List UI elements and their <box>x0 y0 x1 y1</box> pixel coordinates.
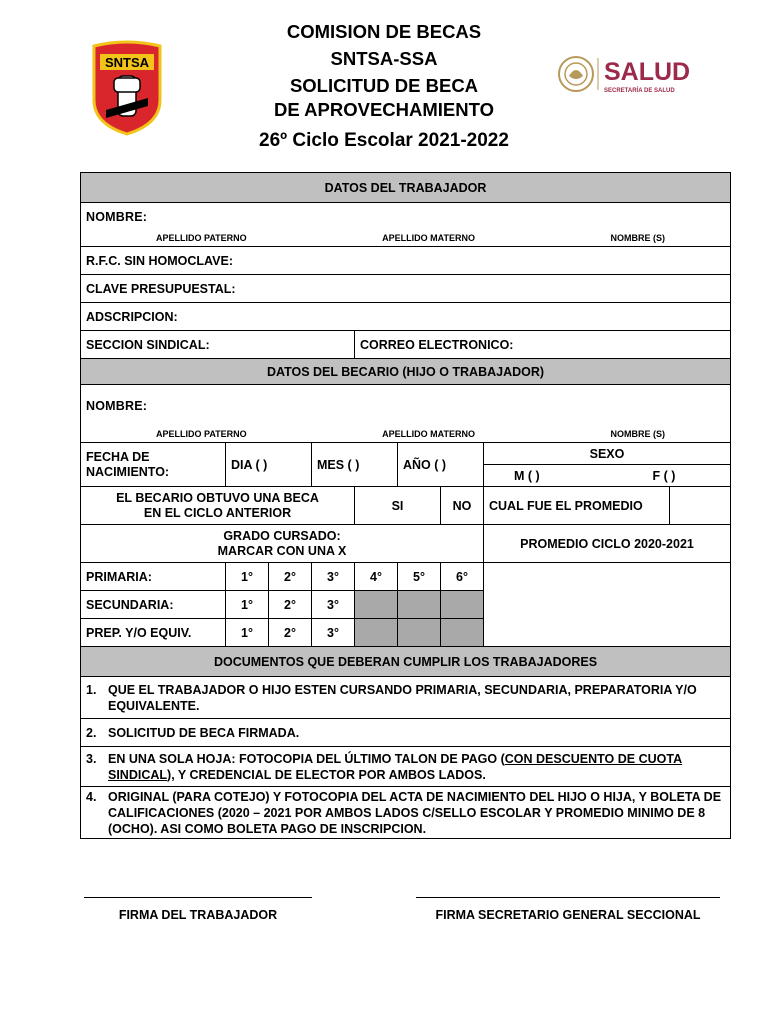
becario-nombre-field[interactable]: NOMBRE: <box>81 385 731 427</box>
doc-text-pre: EN UNA SOLA HOJA: FOTOCOPIA DEL ÚLTIMO TALON DE PAGO ( <box>108 751 505 766</box>
firma-trabajador-label: FIRMA DEL TRABAJADOR <box>118 908 278 922</box>
grado-line1: GRADO CURSADO: <box>223 528 341 543</box>
label-apellido-paterno: APELLIDO PATERNO <box>156 233 247 244</box>
disabled-cell <box>441 591 484 619</box>
label-nombres: NOMBRE (S) <box>610 429 666 440</box>
documento-item-3 <box>81 747 731 787</box>
secundaria-grade-3[interactable]: 3° <box>312 591 355 619</box>
firma-trabajador[interactable] <box>84 897 312 922</box>
beca-no-option[interactable]: NO <box>441 487 484 525</box>
nivel-primaria-label: PRIMARIA: <box>81 563 226 591</box>
header-title: COMISION DE BECAS <box>286 21 482 42</box>
clave-presupuestal-field[interactable]: CLAVE PRESUPUESTAL: <box>81 275 731 303</box>
header-cycle: 26º Ciclo Escolar 2021-2022 <box>259 130 509 151</box>
sntsa-logo <box>90 40 164 136</box>
seccion-sindical-field[interactable]: SECCION SINDICAL: <box>81 331 355 359</box>
doc-text-post: ), Y CREDENCIAL DE ELECTOR POR AMBOS LADOS. <box>167 767 486 782</box>
doc-text: ORIGINAL (PARA COTEJO) Y FOTOCOPIA DEL ACTA DE NACIMIENTO DEL HIJO O HIJA, Y BOLETA DE CALIFICACIONES (2020 – 2021 POR AMBOS LADOS C/SELLO ESCOLAR Y PROMEDIO MINIMO DE 8 (OCHO). ASI COMO BOLETA PAGO DE INSCRIPCION. <box>108 789 722 836</box>
signature-line <box>416 897 720 906</box>
doc-num: 2. <box>86 725 97 740</box>
salud-logo <box>556 52 706 96</box>
becario-nombre-sublabels <box>81 427 731 443</box>
prepa-grade-2[interactable]: 2° <box>269 619 312 647</box>
firma-secretario[interactable] <box>416 897 720 922</box>
trabajador-nombre-sublabels <box>81 231 731 247</box>
correo-electronico-field[interactable]: CORREO ELECTRONICO: <box>355 331 731 359</box>
primaria-grade-4[interactable]: 4° <box>355 563 398 591</box>
nivel-prepa-label: PREP. Y/O EQUIV. <box>81 619 226 647</box>
label-apellido-materno: APELLIDO MATERNO <box>382 233 476 244</box>
primaria-grade-1[interactable]: 1° <box>226 563 269 591</box>
documento-item-4 <box>81 787 731 839</box>
firma-secretario-label: FIRMA SECRETARIO GENERAL SECCIONAL <box>435 908 701 922</box>
sntsa-logo-text: SNTSA <box>104 55 150 70</box>
section-documentos: DOCUMENTOS QUE DEBERAN CUMPLIR LOS TRABAJADORES <box>81 647 731 677</box>
primaria-grade-3[interactable]: 3° <box>312 563 355 591</box>
fecha-label-line1: FECHA DE <box>86 449 150 464</box>
label-apellido-materno: APELLIDO MATERNO <box>382 429 476 440</box>
grado-line2: MARCAR CON UNA X <box>217 543 347 558</box>
promedio-ciclo-field[interactable] <box>484 563 731 647</box>
anio-field[interactable]: AÑO ( ) <box>398 443 484 487</box>
doc-num: 4. <box>86 789 97 804</box>
doc-num: 3. <box>86 751 97 766</box>
cual-promedio-field[interactable] <box>670 487 731 525</box>
beca-anterior-line2: EN EL CICLO ANTERIOR <box>143 505 292 520</box>
grado-cursado-label <box>81 525 484 563</box>
disabled-cell <box>398 619 441 647</box>
doc-text <box>108 751 725 783</box>
section-trabajador: DATOS DEL TRABAJADOR <box>81 173 731 203</box>
disabled-cell <box>355 591 398 619</box>
mes-field[interactable]: MES ( ) <box>312 443 398 487</box>
primaria-grade-6[interactable]: 6° <box>441 563 484 591</box>
label-nombres: NOMBRE (S) <box>610 233 666 244</box>
doc-num: 1. <box>86 682 97 697</box>
signature-line <box>84 897 312 906</box>
disabled-cell <box>398 591 441 619</box>
rfc-field[interactable]: R.F.C. SIN HOMOCLAVE: <box>81 247 731 275</box>
salud-logo-text: SALUD <box>604 58 691 86</box>
doc-text-underlined: CON DESCUENTO DE CUOTA SINDICAL <box>108 751 683 782</box>
beca-anterior-label <box>81 487 355 525</box>
documento-item-1 <box>81 677 731 719</box>
promedio-ciclo-label: PROMEDIO CICLO 2020-2021 <box>484 525 731 563</box>
adscripcion-field[interactable]: ADSCRIPCION: <box>81 303 731 331</box>
header-request-type: DE APROVECHAMIENTO <box>274 99 494 120</box>
primaria-grade-2[interactable]: 2° <box>269 563 312 591</box>
sexo-label: SEXO <box>484 443 731 465</box>
doc-text: QUE EL TRABAJADOR O HIJO ESTEN CURSANDO PRIMARIA, SECUNDARIA, PREPARATORIA Y/O EQUIVALENTE. <box>108 682 697 713</box>
fecha-label-line2: NACIMIENTO: <box>86 464 170 479</box>
disabled-cell <box>355 619 398 647</box>
sexo-options <box>484 465 731 487</box>
prepa-grade-3[interactable]: 3° <box>312 619 355 647</box>
sexo-m-field[interactable]: M ( ) <box>514 468 540 483</box>
header-union: SNTSA-SSA <box>330 48 438 69</box>
sexo-f-field[interactable]: F ( ) <box>652 468 676 483</box>
primaria-grade-5[interactable]: 5° <box>398 563 441 591</box>
disabled-cell <box>441 619 484 647</box>
section-becario: DATOS DEL BECARIO (HIJO O TRABAJADOR) <box>81 359 731 385</box>
beca-si-option[interactable]: SI <box>355 487 441 525</box>
trabajador-nombre-field[interactable]: NOMBRE: <box>81 203 731 231</box>
label-apellido-paterno: APELLIDO PATERNO <box>156 429 247 440</box>
doc-text: SOLICITUD DE BECA FIRMADA. <box>108 725 300 740</box>
prepa-grade-1[interactable]: 1° <box>226 619 269 647</box>
cual-promedio-label: CUAL FUE EL PROMEDIO <box>484 487 670 525</box>
fecha-nacimiento-label <box>81 443 226 487</box>
salud-logo-subtext: SECRETARÍA DE SALUD <box>604 88 675 94</box>
secundaria-grade-1[interactable]: 1° <box>226 591 269 619</box>
nivel-secundaria-label: SECUNDARIA: <box>81 591 226 619</box>
secundaria-grade-2[interactable]: 2° <box>269 591 312 619</box>
documento-item-2 <box>81 719 731 747</box>
dia-field[interactable]: DIA ( ) <box>226 443 312 487</box>
header-request: SOLICITUD DE BECA <box>289 75 479 96</box>
beca-anterior-line1: EL BECARIO OBTUVO UNA BECA <box>116 490 319 505</box>
application-form <box>80 172 731 839</box>
